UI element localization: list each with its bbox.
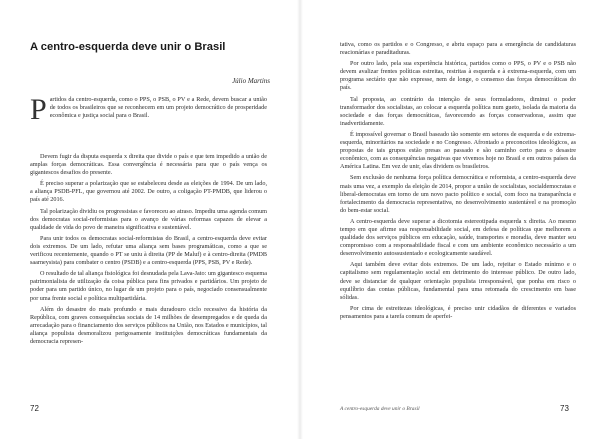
page-number-right: 73 (560, 404, 569, 413)
paragraph: Tal polarização dividiu os progressistas e favoreceu ao atraso. Impediu uma agenda comum dos democratas social-reformistas para o avanço de várias reformas capazes de elevar a qualidade de vida do povo de maneira significativa e sustentável. (30, 207, 267, 231)
paragraph: Por outro lado, pela sua experiência histórica, partidos como o PPS, o PV e o PSB não devem avalizar frentes políticas estreitas, restritas à esquerda e à extrema-esquerda, com um programa sectário que não expresse, nem de longe, o consenso das forças democráticas do país. (340, 60, 576, 92)
paragraph: Além do desastre do mais profundo e mais duradouro ciclo recessivo da história da República, com graves consequências sociais de 14 milhões de desempregados e de queda da arrecadação para o financiamento dos serviços públicos na União, nos Estados e municípios, tal aliança populista desmoralizou perigosamente instituições democráticas fundamentais da democracia represen- (30, 305, 267, 345)
paragraph: Aqui também deve evitar dois extremos. De um lado, rejeitar o Estado mínimo e o capitalismo sem regulamentação social em detrimento do interesse público. De outro lado, deve se distanciar de qualquer orientação populista irresponsável, que ponha em risco o equilíbrio das contas públicas, fundamental para uma retomada do crescimento em base sólidas. (340, 261, 576, 301)
paragraph: O resultado de tal aliança fisiológica foi desnudada pela Lava-Jato: um gigantesco esquema patrimonialista de utilização da coisa pública para fins privados e partidários. Um projeto de poder para um partido único, no lugar de um projeto para o país, negociado consensualmente por uma frente social e política multipartidária. (30, 270, 267, 302)
paragraph: Tal proposta, ao contrário da intenção de seus formuladores, diminui o poder transformador dos socialistas, ao colocar a esquerda política num gueto, isolada da maioria da sociedade e das forças democráticas, favorecendo as forças conservadoras, assim que inadvertidamente. (340, 95, 576, 127)
running-footer: A centro-esquerda deve unir o Brasil (340, 406, 420, 412)
paragraph: Devem fugir da disputa esquerda x direita que divide o país e que tem impedido a união de amplas forças democráticas. Essa convergência é necessária para que o país vença os gigantescos desafios do presente. (30, 153, 267, 177)
article-author: Júlio Martins (232, 77, 270, 85)
paragraph: Para unir todos os democratas social-reformistas do Brasil, a centro-esquerda deve evitar dois extremos. De um lado, refutar uma aliança sem bases programáticas, como a que se verificou recentemente, quando o PT se uniu à direita (PP de Maluf) e à centro-direita (PMDB saarneysista) para combater o centro (PSDB) e a centro-esquerda (PPS, PSB, PV e Rede). (30, 234, 267, 267)
intro-paragraph (30, 93, 267, 126)
right-text-column (340, 41, 576, 324)
intro-text: artidos da centro-esquerda, como o PPS, o PSB, o PV e a Rede, devem buscar a união de todos os brasileiros que se reconhecem em um projeto democrático de prosperidade econômica e justiça social para o Brasil. (49, 96, 267, 120)
paragraph: Por cima de estreitezas ideológicas, é preciso unir cidadãos de diferentes e variados pensamentos para a tarefa comum de aperfei- (340, 304, 576, 320)
paragraph: tativa, como os partidos e o Congresso, e abriu espaço para a emergência de candidaturas reacionárias e paraditaduras. (340, 41, 576, 57)
paragraph: É preciso superar a polarização que se estabeleceu desde as eleições de 1994. De um lado, a aliança PSDB-PFL, que governou até 2002. De outro, a coligação PT-PMDB, que liderou o país até 2016. (30, 180, 267, 204)
page-number-left: 72 (30, 404, 39, 413)
paragraph: A centro-esquerda deve superar a dicotomia estereotipada esquerda x direita. Ao mesmo tempo em que afirme sua responsabilidade social, em defesa de políticas que melhorem a qualidade dos serviços públicos em educação, saúde, transportes e moradia, deve manter seu compromisso com a responsabilidade fiscal e com um ambiente econômico necessário a um desenvolvimento autossustentado e ecologicamente saudável. (340, 217, 576, 258)
paragraph: É impossível governar o Brasil baseado tão somente em setores de esquerda e de extrema-esquerda, minoritários na sociedade e no Congresso. Afrontado a preconceitos ideológicos, as propostas de tais grupos estão presas ao passado e são caminho certo para o desastre econômico, com as consequências negativas que vivemos hoje no Brasil e em outros países da América Latina. Em vez de unir, elas dividem os brasileiros. (340, 130, 576, 171)
paragraph: Sem exclusão de nenhuma força política democrática e reformista, a centro-esquerda deve mais uma vez, a exemplo da eleição de 2014, propor a união de socialistas, socialdemocratas e liberal-democratas em torno de um novo pacto político e social, com foco na transparência e fortalecimento da democracia representativa, no desenvolvimento sustentável e na promoção do bem-estar social. (340, 174, 576, 214)
article-title: A centro-esquerda deve unir o Brasil (30, 41, 226, 53)
left-text-column (30, 153, 267, 349)
right-page (300, 0, 600, 439)
drop-cap: P (30, 93, 47, 126)
